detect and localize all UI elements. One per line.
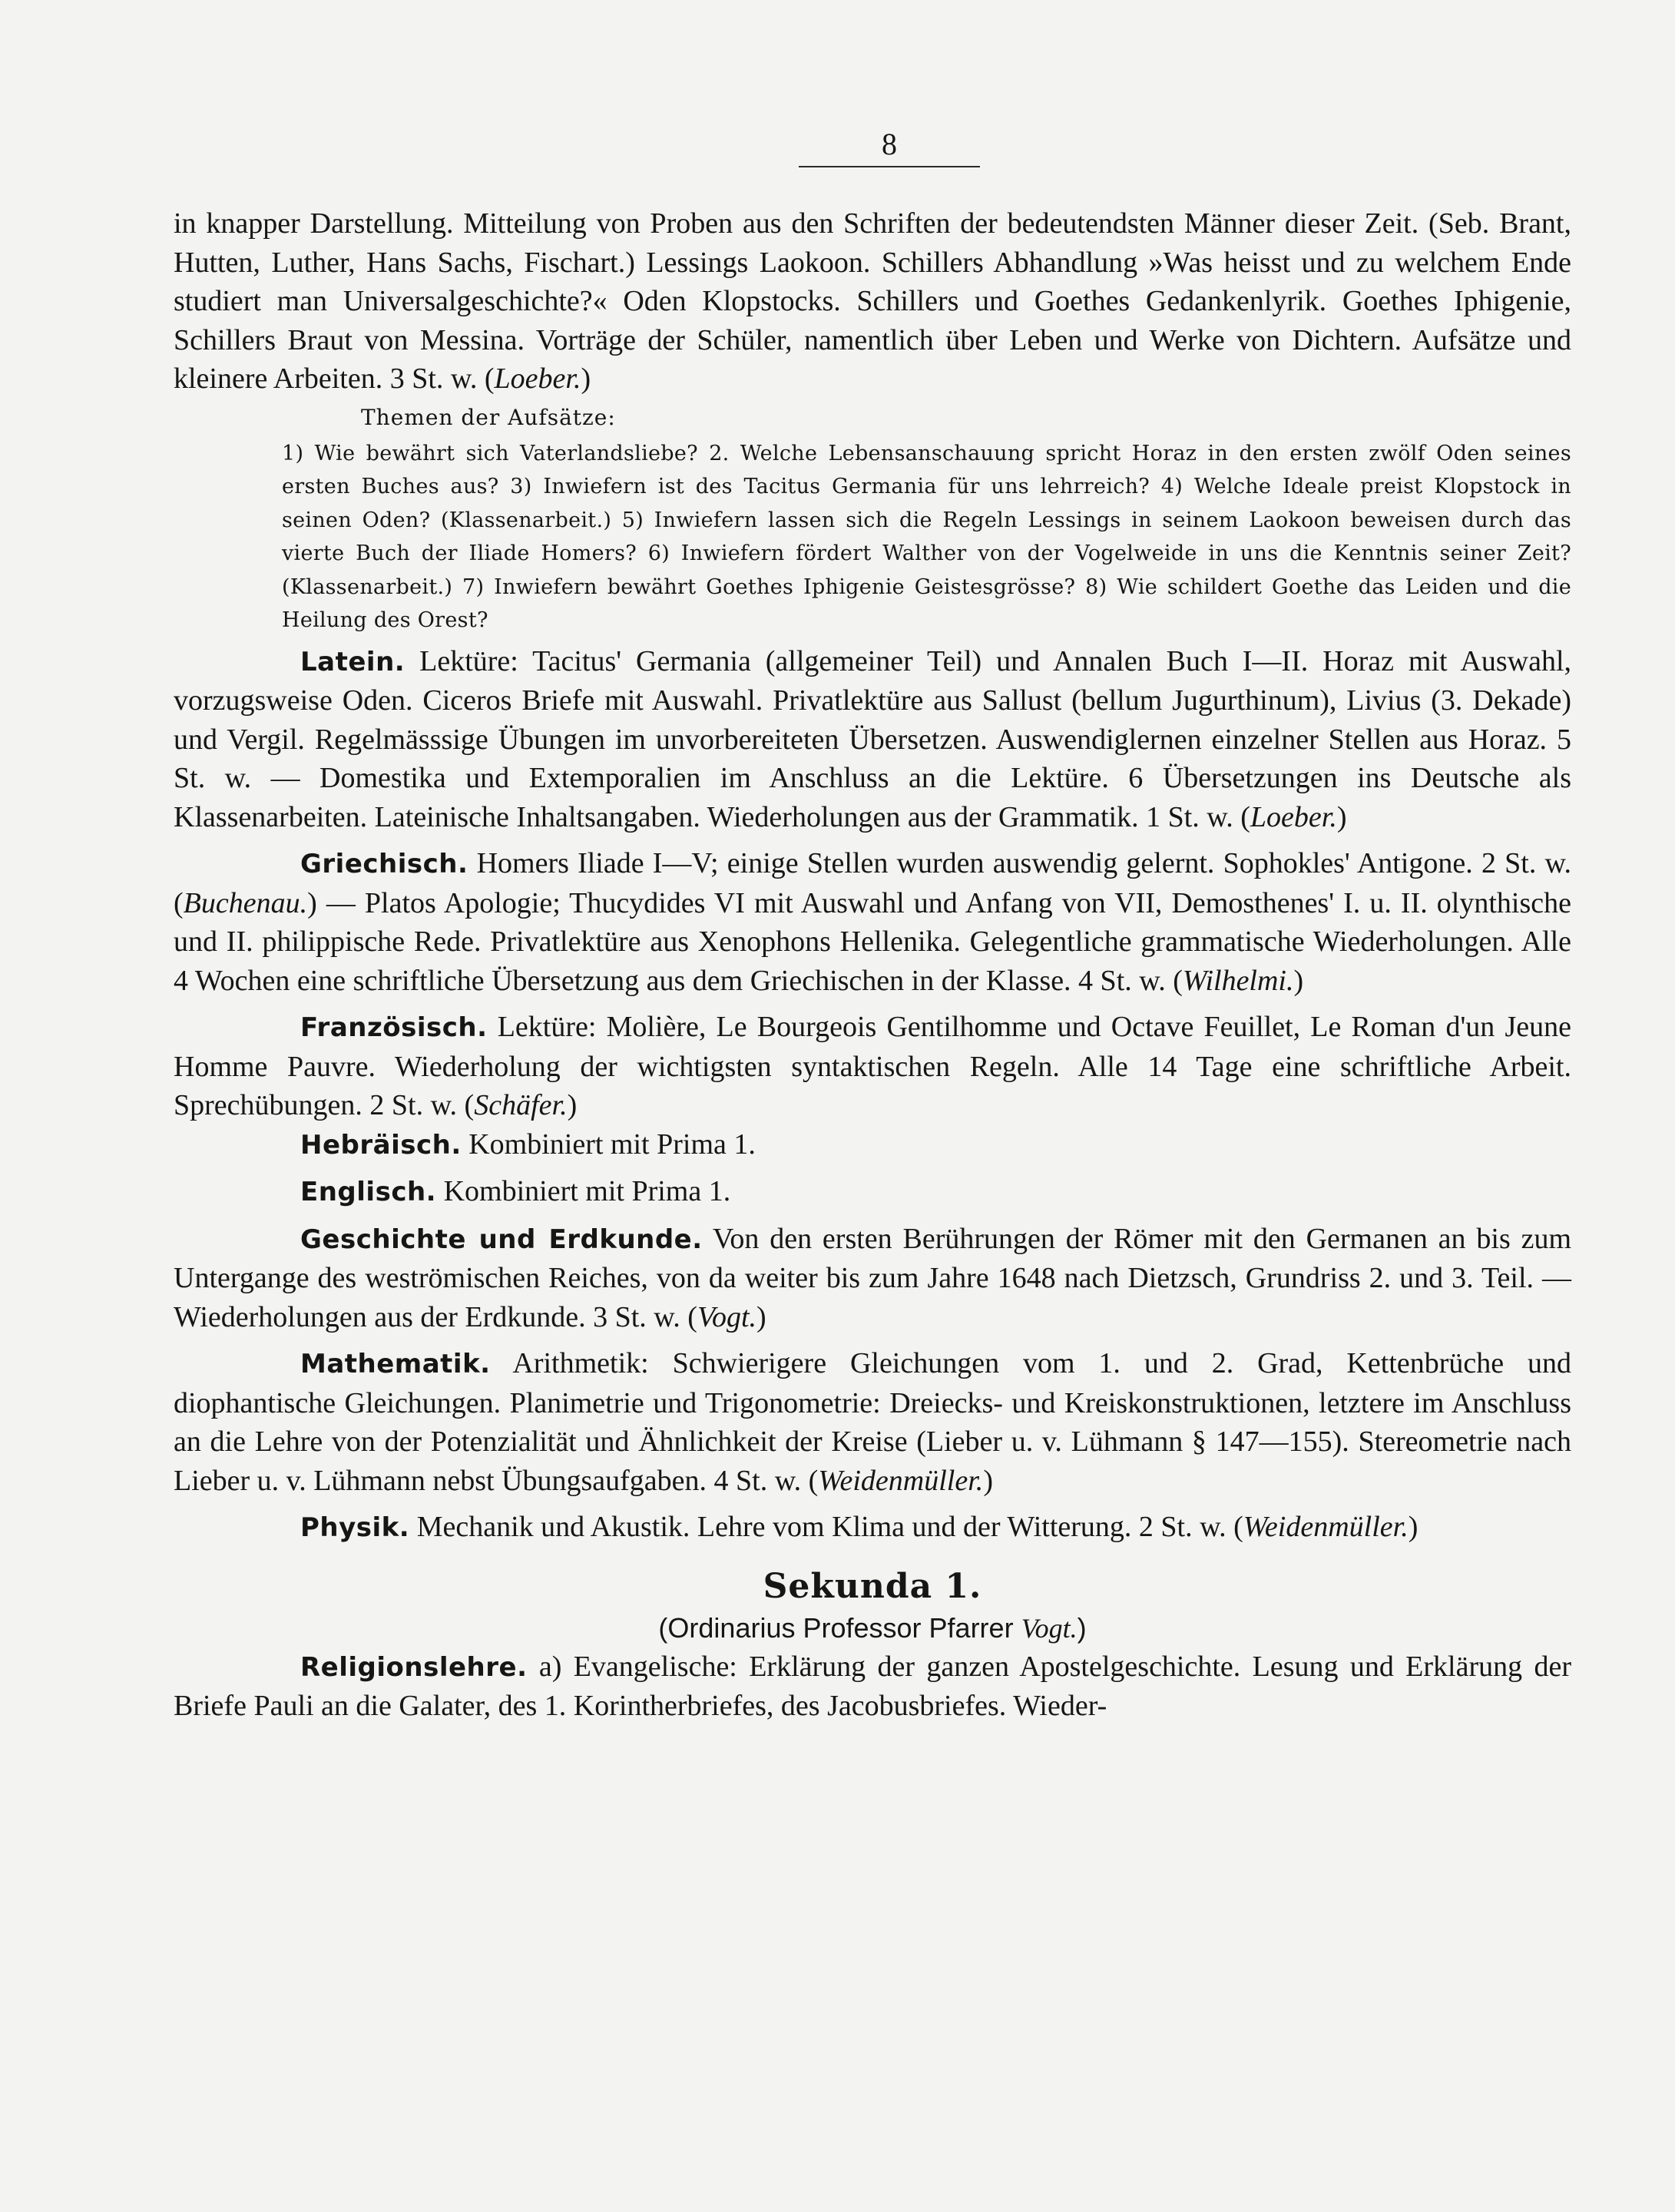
subject-geschichte: Geschichte und Erdkunde. Von den ersten Berührungen der Römer mit den Germanen an bis zum Untergange des weströmischen Reiches, von da weiter bis zum Jahre 1648 nach Dietzsch, Grundriss 2. und 3. Teil. — Wiederholungen aus der Erdkunde. 3 St. w. (Vogt.) xyxy=(174,1222,1571,1333)
subject-heading: Mathematik. xyxy=(300,1349,491,1379)
teacher-name: Vogt. xyxy=(1021,1612,1077,1644)
intro-text: in knapper Darstellung. Mitteilung von Proben aus den Schriften der bedeutendsten Männer dieser Zeit. (Seb. Brant, Hutten, Luther, Hans Sachs, Fischart.) Lessings Laokoon. Schillers Abhandlung »Was heisst und zu welchem Ende studiert man Universalgeschichte?« Oden Klopstocks. Schillers und Goethes Gedankenlyrik. Goethes Iphigenie, Schillers Braut von Messina. Vorträge der Schüler, namentlich über Leben und Werke von Dichtern. Aufsätze und kleinere Arbeiten. 3 St. w. ( xyxy=(174,207,1571,395)
section-title: Sekunda 1. xyxy=(763,1566,982,1606)
body-text xyxy=(174,204,1571,1726)
teacher-name: Schäfer. xyxy=(474,1089,568,1121)
subject-physik: Physik. Mechanik und Akustik. Lehre vom Klima und der Witterung. 2 St. w. (Weidenmüller.) xyxy=(300,1511,1418,1543)
subject-heading: Latein. xyxy=(300,646,406,677)
subject-griechisch: Griechisch. Homers Iliade I—V; einige Stellen wurden auswendig gelernt. Sophokles' Antigone. 2 St. w. (Buchenau.) — Platos Apologie; Thucydides VI mit Auswahl und Anfang von VII, Demosthenes' I. u. II. olynthische und II. philippische Rede. Privatlektüre aus Xenophons Hellenika. Gelegentliche grammatische Wiederholungen. Alle 4 Wochen eine schriftliche Übersetzung aus dem Griechischen in der Klasse. 4 St. w. (Wilhelmi.) xyxy=(174,847,1571,997)
subject-hebraeisch: Hebräisch. Kombiniert mit Prima 1. xyxy=(300,1128,756,1161)
teacher-name: Wilhelmi. xyxy=(1182,964,1294,997)
teacher-name: Weidenmüller. xyxy=(818,1464,984,1497)
subject-englisch: Englisch. Kombiniert mit Prima 1. xyxy=(300,1175,731,1207)
subject-heading: Geschichte und Erdkunde. xyxy=(300,1224,703,1255)
teacher-name: Loeber. xyxy=(1250,800,1337,833)
subject-heading: Hebräisch. xyxy=(300,1129,462,1161)
teacher-name: Vogt. xyxy=(697,1300,757,1333)
section-subtitle: (Ordinarius Professor Pfarrer Vogt.) xyxy=(658,1611,1087,1644)
teacher-name: Buchenau. xyxy=(183,886,308,919)
subject-heading: Religionslehre. xyxy=(300,1651,528,1683)
subject-heading: Englisch. xyxy=(300,1177,437,1207)
subject-heading: Griechisch. xyxy=(300,849,468,879)
subject-franzoesisch: Französisch. Lektüre: Molière, Le Bourgeois Gentilhomme und Octave Feuillet, Le Roman d'un Jeune Homme Pauvre. Wiederholung der wichtigsten syntaktischen Regeln. Alle 14 Tage eine schriftliche Arbeit. Sprechübungen. 2 St. w. (Schäfer.) xyxy=(174,1011,1571,1121)
themes-list: 1) Wie bewährt sich Vaterlandsliebe? 2. Welche Lebensanschauung spricht Horaz in den ersten zwölf Oden seines ersten Buches aus? 3) Inwiefern ist des Tacitus Germania für uns lehrreich? 4) Welche Ideale preist Klopstock in seinen Oden? (Klassenarbeit.) 5) Inwiefern lassen sich die Regeln Lessings in seinem Laokoon beweisen durch das vierte Buch der Iliade Homers? 6) Inwiefern fördert Walther von der Vogelweide in uns die Kenntnis seiner Zeit? (Klassenarbeit.) 7) Inwiefern bewährt Goethes Iphigenie Geistesgrösse? 8) Wie schildert Goethe das Leiden und die Heilung des Orest? xyxy=(282,441,1571,632)
subject-mathematik: Mathematik. Arithmetik: Schwierigere Gleichungen vom 1. und 2. Grad, Kettenbrüche und diophantische Gleichungen. Planimetrie und Trigonometrie: Dreiecks- und Kreiskonstruktionen, letztere im Anschluss an die Lehre von der Potenzialität und Ähnlichkeit der Kreise (Lieber u. v. Lühmann § 147—155). Stereometrie nach Lieber u. v. Lühmann nebst Übungsaufgaben. 4 St. w. (Weidenmüller.) xyxy=(174,1347,1571,1497)
page-number xyxy=(799,126,980,163)
header-rule xyxy=(799,166,980,167)
subject-heading: Französisch. xyxy=(300,1012,488,1043)
subject-heading: Physik. xyxy=(300,1512,410,1543)
subject-latein: Latein. Lektüre: Tacitus' Germania (allgemeiner Teil) und Annalen Buch I—II. Horaz mit Auswahl, vorzugsweise Oden. Ciceros Briefe mit Auswahl. Privatlektüre aus Sallust (bellum Jugurthinum), Livius (3. Dekade) und Vergil. Regelmässsige Übungen im unvorbereiteten Übersetzen. Auswendiglernen einzelner Stellen aus Horaz. 5 St. w. — Domestika und Extemporalien im Anschluss an die Lektüre. 6 Übersetzungen ins Deutsche als Klassenarbeiten. Lateinische Inhaltsangaben. Wiederholungen aus der Grammatik. 1 St. w. (Loeber.) xyxy=(174,644,1571,833)
teacher-name: Weidenmüller. xyxy=(1243,1511,1409,1543)
teacher-name: Loeber. xyxy=(494,363,581,395)
page-number-value: 8 xyxy=(882,127,897,161)
intro-paragraph: in knapper Darstellung. Mitteilung von Proben aus den Schriften der bedeutendsten Männer dieser Zeit. (Seb. Brant, Hutten, Luther, Hans Sachs, Fischart.) Lessings Laokoon. Schillers Abhandlung »Was heisst und zu welchem Ende studiert man Universalgeschichte?« Oden Klopstocks. Schillers und Goethes Gedankenlyrik. Goethes Iphigenie, Schillers Braut von Messina. Vorträge der Schüler, namentlich über Leben und Werke von Dichtern. Aufsätze und kleinere Arbeiten. 3 St. w. (Loeber.) xyxy=(174,207,1571,395)
subject-religionslehre: Religionslehre. a) Evangelische: Erklärung der ganzen Apostelgeschichte. Lesung und Erklärung der Briefe Pauli an die Galater, des 1. Korintherbriefes, des Jacobusbriefes. Wieder- xyxy=(174,1650,1571,1722)
themes-title: Themen der Aufsätze: xyxy=(361,404,616,430)
